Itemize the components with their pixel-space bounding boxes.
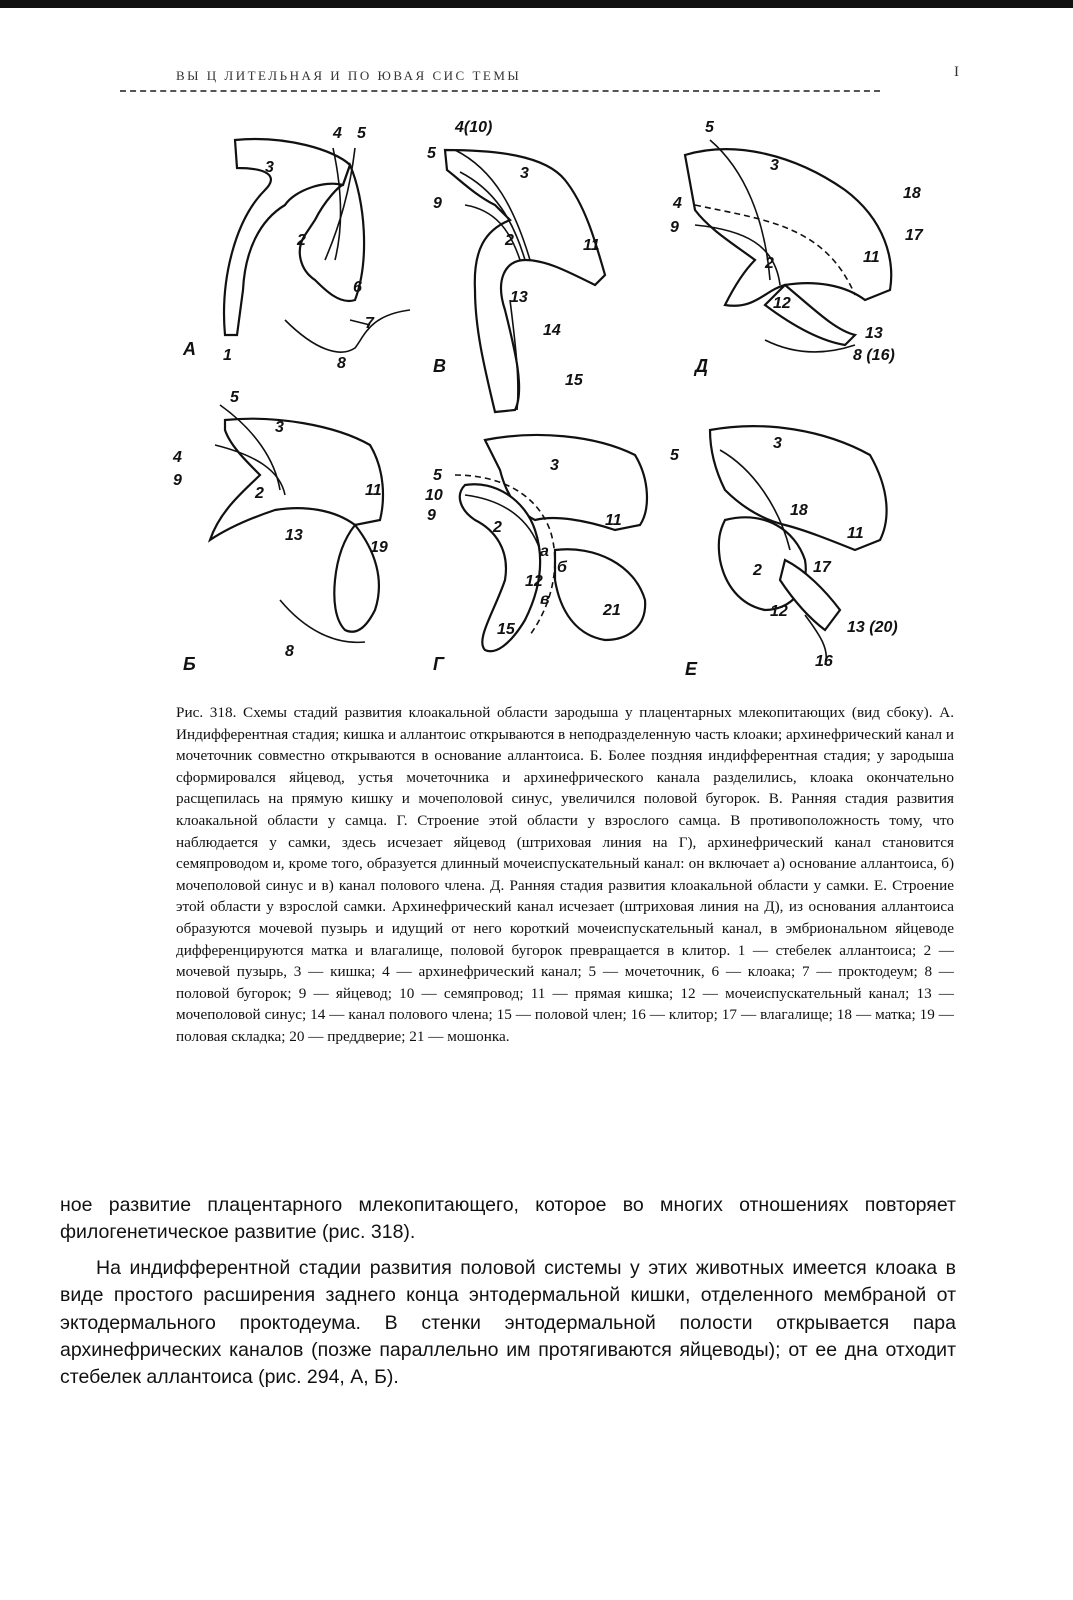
panel-a-diagram <box>182 125 410 372</box>
running-title: ВЫ Ц ЛИТЕЛЬНАЯ И ПО ЮВАЯ СИС ТЕМЫ <box>176 68 522 83</box>
panel-v-letter: В <box>433 356 446 376</box>
panel-a-label-4: 6 <box>353 279 362 296</box>
panel-d-label-9: 13 <box>865 325 883 342</box>
header-dashed-rule <box>120 90 880 94</box>
panel-g-label-3: 9 <box>427 507 436 524</box>
panel-v-label-0: 4(10) <box>455 119 493 136</box>
body-text <box>60 1192 956 1400</box>
panel-b-label-6: 13 <box>285 527 303 544</box>
body-paragraph-1: ное развитие плацентарного млекопитающего, которое во многих отношениях повторяет филогенетическое развитие (рис. 318). <box>60 1194 956 1244</box>
panel-d-label-0: 5 <box>705 119 714 136</box>
panel-g-label-8: 12 <box>525 573 543 590</box>
figure-318 <box>165 110 945 690</box>
panel-a-label-7: 8 <box>337 355 346 372</box>
panel-a-letter: A <box>183 339 196 359</box>
panel-a-label-0: 3 <box>265 159 274 176</box>
panel-v-diagram <box>427 119 605 412</box>
panel-v-label-8: 15 <box>565 372 583 389</box>
panel-e-diagram <box>670 426 898 679</box>
panel-g-label-10: 21 <box>603 602 621 619</box>
panel-g-label-4: 2 <box>493 519 502 536</box>
panel-g-label-0: 3 <box>550 457 559 474</box>
figure-diagrams <box>165 110 945 690</box>
panel-e-label-7: 13 (20) <box>847 619 898 636</box>
panel-b-label-5: 11 <box>365 482 382 499</box>
panel-e-label-8: 16 <box>815 653 833 670</box>
panel-g-label-11: 15 <box>497 621 515 638</box>
panel-v-label-6: 13 <box>510 289 528 306</box>
panel-d-label-2: 18 <box>903 185 921 202</box>
panel-d-diagram <box>670 119 924 376</box>
panel-v-label-5: 11 <box>583 237 600 254</box>
panel-d-label-3: 4 <box>673 195 682 212</box>
panel-d-label-8: 12 <box>773 295 791 312</box>
panel-b-letter: Б <box>183 654 196 674</box>
panel-d-label-5: 17 <box>905 227 923 244</box>
panel-d-label-1: 3 <box>770 157 779 174</box>
panel-e-label-3: 11 <box>847 525 864 542</box>
panel-v-label-3: 3 <box>520 165 529 182</box>
panel-b-label-3: 9 <box>173 472 182 489</box>
body-paragraph-2: На индифферентной стадии развития половой системы у этих животных имеется клоака в виде простого расширения заднего конца энтодермальной кишки, отделенного мембраной от эктодермального проктодеума. В стенки энтодермальной полости открывается пара архинефрических каналов (позже параллельно им протягиваются яйцеводы); от ее дна отходит стебелек аллантоиса (рис. 294, А, Б). <box>60 1256 956 1389</box>
panel-v-label-1: 5 <box>427 145 436 162</box>
panel-b-label-1: 3 <box>275 419 284 436</box>
top-border <box>0 0 1073 8</box>
panel-g-letter: Г <box>433 654 445 674</box>
panel-a-label-2: 5 <box>357 125 366 142</box>
panel-e-label-2: 18 <box>790 502 808 519</box>
panel-g-label-7: б <box>557 559 567 576</box>
panel-d-label-7: 11 <box>863 249 880 266</box>
page-number: I <box>954 64 959 80</box>
panel-g-label-6: а <box>540 543 549 560</box>
panel-b-label-2: 4 <box>173 449 182 466</box>
panel-d-letter: Д <box>695 356 708 376</box>
panel-g-label-5: 11 <box>605 512 622 529</box>
panel-b-label-4: 2 <box>255 485 264 502</box>
panel-b-label-7: 19 <box>370 539 388 556</box>
panel-g-label-2: 10 <box>425 487 443 504</box>
panel-e-label-6: 12 <box>770 603 788 620</box>
panel-b-label-8: 8 <box>285 643 294 660</box>
panel-v-label-7: 14 <box>543 322 561 339</box>
panel-v-label-2: 9 <box>433 195 442 212</box>
panel-e-letter: Е <box>685 659 698 679</box>
panel-g-label-9: в <box>540 591 550 608</box>
panel-e-label-1: 5 <box>670 447 679 464</box>
panel-e-label-5: 17 <box>813 559 831 576</box>
panel-b-label-0: 5 <box>230 389 239 406</box>
panel-d-label-6: 2 <box>765 255 774 272</box>
panel-g-label-1: 5 <box>433 467 442 484</box>
panel-d-label-10: 8 (16) <box>853 347 895 364</box>
figure-caption <box>176 702 954 1048</box>
panel-e-label-4: 2 <box>753 562 762 579</box>
panel-g-diagram <box>425 435 647 674</box>
panel-e-label-0: 3 <box>773 435 782 452</box>
panel-a-label-3: 2 <box>297 232 306 249</box>
figure-caption-text: Рис. 318. Схемы стадий развития клоакальной области зародыша у плацентарных млекопитающих (вид сбоку). А. Индифферентная стадия; кишка и аллантоис открываются в неподразделенную часть клоаки; архинефрический канал и мочеточник совместно открываются в основание аллантоиса. Б. Более поздняя индифферентная стадия; у зародыша сформировался яйцевод, устья мочеточника и архинефрического канала разделились, клоака окончательно расщепилась на прямую кишку и мочеполовой синус, увеличился половой бугорок. В. Ранняя стадия развития клоакальной области у самца. Г. Строение этой области у взрослого самца. В противоположность тому, что наблюдается у самки, здесь исчезает яйцевод (штриховая линия на Г), архинефрический канал становится семяпроводом и, кроме того, образуется длинный мочеиспускательный канал: он включает а) основание аллантоиса, б) мочеполовой синус и в) канал полового члена. Д. Ранняя стадия развития клоакальной области у самки. Е. Строение этой области у взрослой самки. Архинефрический канал исчезает (штриховая линия на Д), из основания аллантоиса образуются мочевой пузырь и идущий от него короткий мочеиспускательный канал, в эмбриональном яйцеводе дифференцируются матка и влагалище, половой бугорок превращается в клитор. 1 — стебелек аллантоиса; 2 — мочевой пузырь, 3 — кишка; 4 — архинефрический канал; 5 — мочеточник, 6 — клоака; 7 — проктодеум; 8 — половой бугорок; 9 — яйцевод; 10 — семяпровод; 11 — прямая кишка; 12 — мочеиспускательный канал; 13 — мочеполовой синус; 14 — канал полового члена; 15 — половой член; 16 — клитор; 17 — влагалище; 18 — матка; 19 — половая складка; 20 — преддверие; 21 — мошонка. <box>176 704 954 1045</box>
panel-a-label-6: 1 <box>223 347 232 364</box>
panel-b-diagram <box>172 389 388 674</box>
panel-v-label-4: 2 <box>505 232 514 249</box>
panel-d-label-4: 9 <box>670 219 679 236</box>
panel-a-label-1: 4 <box>333 125 342 142</box>
panel-a-label-5: 7 <box>365 315 374 332</box>
